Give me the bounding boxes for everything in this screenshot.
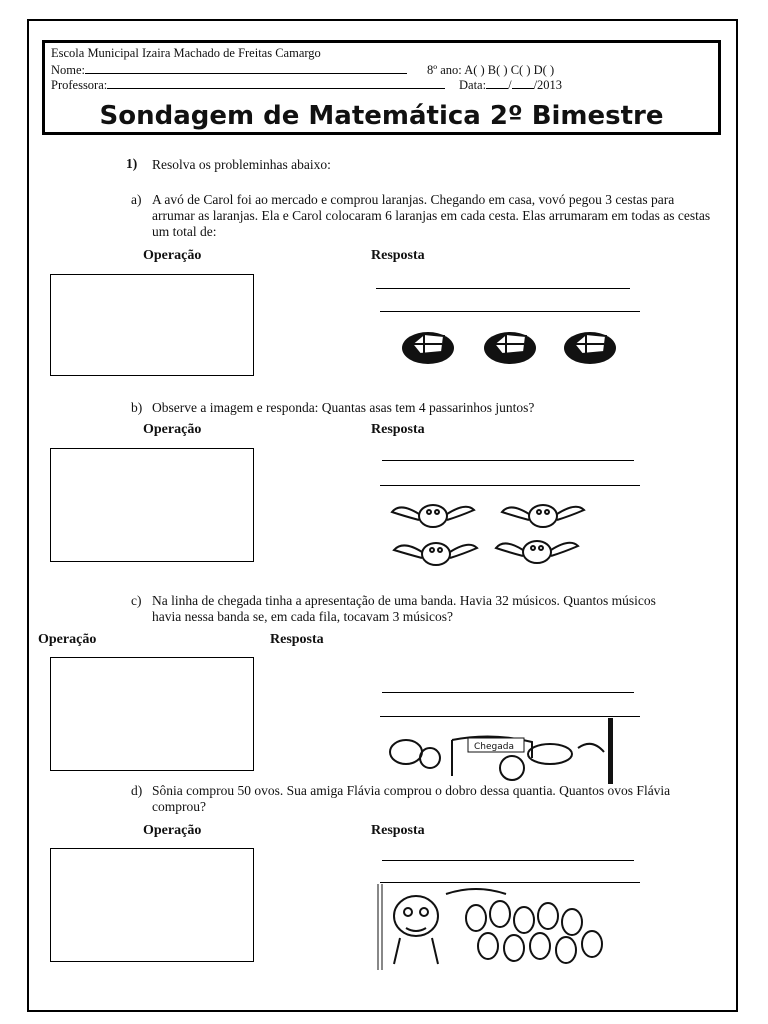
- answer-line-d2[interactable]: [380, 882, 640, 883]
- operation-box-a[interactable]: [50, 274, 254, 376]
- answer-label-a: Resposta: [371, 248, 425, 263]
- bird-icon: [502, 505, 584, 527]
- answer-label-b: Resposta: [371, 422, 425, 437]
- question-b-text: Observe a imagem e responda: Quantas asas tem 4 passarinhos juntos?: [152, 400, 535, 415]
- basket-icon: [484, 332, 536, 364]
- answer-line-a2[interactable]: [380, 311, 640, 312]
- baskets-illustration: [398, 322, 624, 368]
- grade-options[interactable]: 8º ano: A( ) B( ) C( ) D( ): [427, 63, 555, 77]
- answer-line-b2[interactable]: [380, 485, 640, 486]
- question-d-letter: d): [131, 783, 143, 798]
- basket-icon: [564, 332, 616, 364]
- birds-illustration: [388, 496, 588, 574]
- intro-text: Resolva os probleminhas abaixo:: [152, 157, 331, 172]
- operation-label-c: Operação: [38, 632, 97, 647]
- date-separator: /: [508, 78, 512, 92]
- name-line[interactable]: [85, 63, 407, 74]
- operation-label-a: Operação: [143, 248, 202, 263]
- name-label: Nome:: [51, 63, 86, 77]
- answer-line-c2[interactable]: [380, 716, 640, 717]
- eggs-illustration: [376, 884, 616, 970]
- question-d-text: Sônia comprou 50 ovos. Sua amiga Flávia comprou o dobro dessa quantia. Quantos ovos Flávia comprou?: [152, 783, 671, 814]
- answer-line-a1[interactable]: [376, 288, 630, 289]
- teacher-line[interactable]: [107, 78, 445, 89]
- answer-line-c1[interactable]: [382, 692, 634, 693]
- answer-label-d: Resposta: [371, 823, 425, 838]
- date-year: /2013: [533, 78, 563, 92]
- teacher-field[interactable]: [51, 78, 445, 92]
- operation-box-d[interactable]: [50, 848, 254, 962]
- school-name: Escola Municipal Izaira Machado de Freitas Camargo: [51, 46, 321, 60]
- bird-icon: [496, 541, 578, 563]
- question-c-letter: c): [131, 593, 142, 608]
- answer-line-b1[interactable]: [382, 460, 634, 461]
- question-a-letter: a): [131, 192, 142, 207]
- teacher-label: Professora:: [51, 78, 108, 92]
- operation-box-b[interactable]: [50, 448, 254, 562]
- operation-box-c[interactable]: [50, 657, 254, 771]
- answer-label-c: Resposta: [270, 632, 324, 647]
- operation-label-d: Operação: [143, 823, 202, 838]
- intro-number: 1): [126, 156, 138, 171]
- date-label: Data:: [459, 78, 487, 92]
- question-c-text: Na linha de chegada tinha a apresentação de uma banda. Havia 32 músicos. Quantos músicos havia nessa banda se, em cada fila, tocavam 3 músicos?: [152, 593, 656, 624]
- name-field[interactable]: [51, 63, 407, 77]
- question-a-text: A avó de Carol foi ao mercado e comprou laranjas. Chegando em casa, vovó pegou 3 cestas para arrumar as laranjas. Ela e Carol colocaram 6 laranjas em cada cesta. Elas arrumaram em todas as cestas um total de:: [152, 192, 711, 239]
- bird-icon: [392, 505, 474, 527]
- answer-line-d1[interactable]: [382, 860, 634, 861]
- date-field[interactable]: [459, 78, 562, 92]
- band-finish-illustration: [382, 718, 618, 784]
- question-b-letter: b): [131, 400, 143, 415]
- finish-banner-text: Chegada: [474, 742, 514, 752]
- header-box: [42, 40, 721, 135]
- page-title: Sondagem de Matemática 2º Bimestre: [99, 101, 664, 131]
- operation-label-b: Operação: [143, 422, 202, 437]
- bird-icon: [394, 543, 477, 565]
- basket-icon: [402, 332, 454, 364]
